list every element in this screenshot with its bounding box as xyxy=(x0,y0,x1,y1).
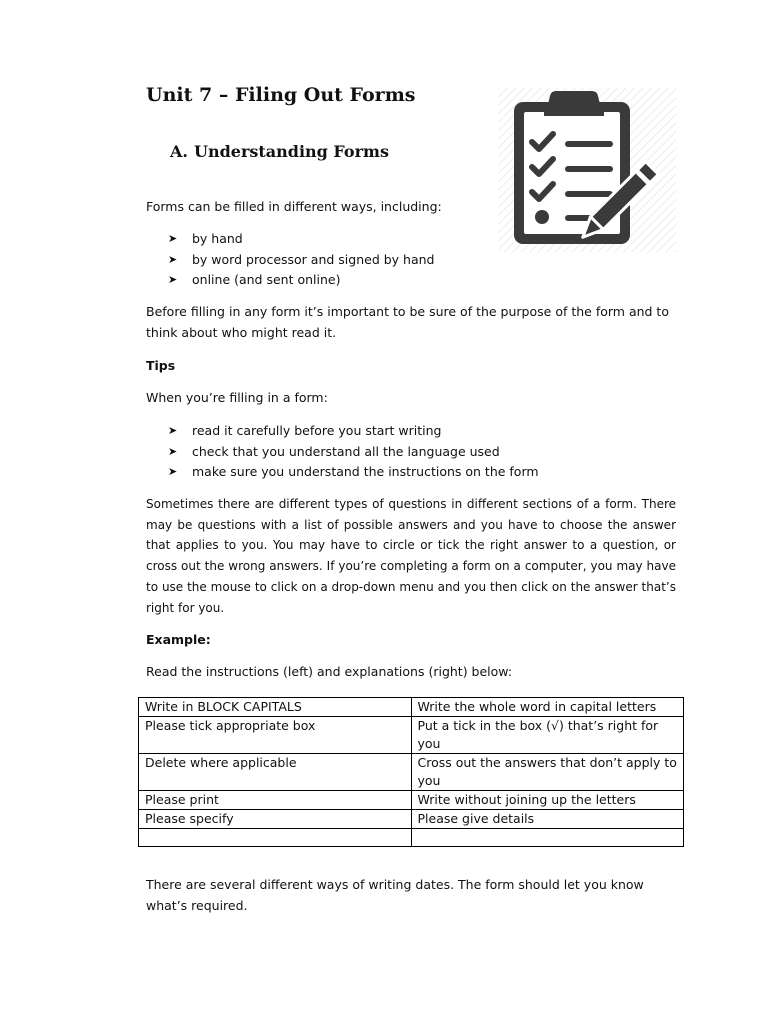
page-title: Unit 7 – Filing Out Forms xyxy=(146,84,416,106)
clipboard-illustration xyxy=(498,88,676,252)
example-label: Example: xyxy=(146,632,211,647)
instruction-cell: Please specify xyxy=(139,810,412,829)
ways-list xyxy=(168,229,434,291)
explanation-cell: Write without joining up the letters xyxy=(411,791,684,810)
explanation-cell: Please give details xyxy=(411,810,684,829)
arrow-bullet-icon: ➤ xyxy=(168,444,178,458)
question-types-paragraph: Sometimes there are different types of questions in different sections of a form. There may be questions with a list of possible answers and you have to choose the answer that applies to you. You may have to circle or tick the right answer to a question, or cross out the wrong answers. If you’re completing a form on a computer, you may have to use the mouse to click on a drop-down menu and you then click on the answer that’s right for you. xyxy=(146,497,676,615)
arrow-bullet-icon: ➤ xyxy=(168,273,178,286)
section-letter: A. xyxy=(170,142,188,161)
table-row xyxy=(139,829,684,847)
instructions-table xyxy=(138,697,684,847)
list-item: ➤ by hand xyxy=(168,229,434,250)
arrow-bullet-icon: ➤ xyxy=(168,252,178,266)
list-item: ➤ read it carefully before you start writing xyxy=(168,421,539,442)
table-row xyxy=(139,717,684,754)
purpose-paragraph: Before filling in any form it’s important to be sure of the purpose of the form and to think about who might read it. xyxy=(146,304,669,340)
table-row xyxy=(139,754,684,791)
dates-paragraph: There are several different ways of writing dates. The form should let you know what’s required. xyxy=(146,877,644,913)
tips-list xyxy=(168,421,539,483)
instruction-cell: Please tick appropriate box xyxy=(139,717,412,754)
instruction-cell: Delete where applicable xyxy=(139,754,412,791)
table-row xyxy=(139,698,684,717)
section-heading xyxy=(170,142,389,161)
list-item: ➤ by word processor and signed by hand xyxy=(168,250,434,271)
tips-heading: Tips xyxy=(146,358,176,373)
clipboard-checklist-icon xyxy=(498,88,676,252)
table-row xyxy=(139,791,684,810)
arrow-bullet-icon: ➤ xyxy=(168,465,178,478)
list-item: ➤ check that you understand all the language used xyxy=(168,442,539,463)
instruction-cell xyxy=(139,829,412,847)
table-row xyxy=(139,810,684,829)
instruction-cell: Please print xyxy=(139,791,412,810)
table-intro: Read the instructions (left) and explanations (right) below: xyxy=(146,664,513,679)
explanation-cell: Write the whole word in capital letters xyxy=(411,698,684,717)
tips-intro: When you’re filling in a form: xyxy=(146,390,328,405)
intro-text: Forms can be filled in different ways, including: xyxy=(146,199,442,214)
explanation-cell: Cross out the answers that don’t apply to you xyxy=(411,754,684,791)
list-item: ➤ online (and sent online) xyxy=(168,270,434,291)
arrow-bullet-icon: ➤ xyxy=(168,424,178,437)
explanation-cell xyxy=(411,829,684,847)
arrow-bullet-icon: ➤ xyxy=(168,232,178,245)
explanation-cell: Put a tick in the box (√) that’s right for you xyxy=(411,717,684,754)
section-title: Understanding Forms xyxy=(193,142,389,161)
list-item: ➤ make sure you understand the instructions on the form xyxy=(168,462,539,483)
instruction-cell: Write in BLOCK CAPITALS xyxy=(139,698,412,717)
